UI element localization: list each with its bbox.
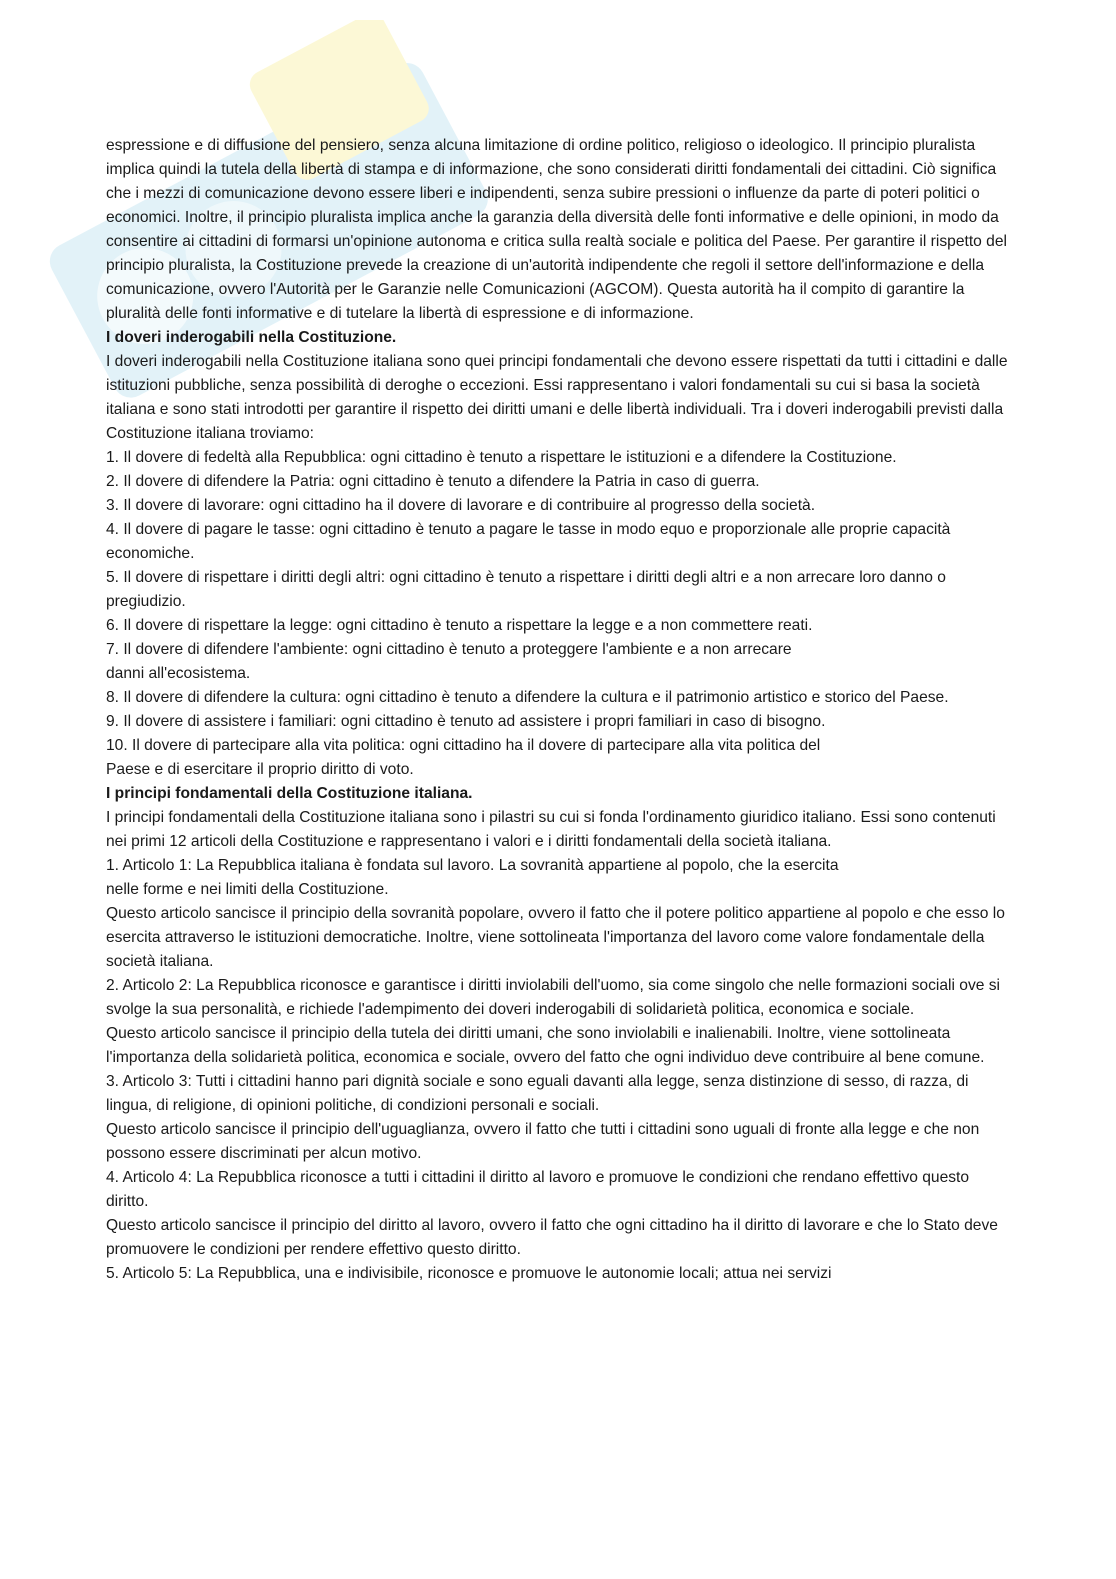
article-comment: Questo articolo sancisce il principio della tutela dei diritti umani, che sono inviolabili e inalienabili. Inoltre, viene sottolineata l'importanza della solidarietà politica, economica e sociale, ovvero del fatto che ogni individuo deve contribuire al bene comune. bbox=[106, 1025, 985, 1066]
article-item: 2. Articolo 2: La Repubblica riconosce e garantisce i diritti inviolabili dell'uomo, sia come singolo che nelle formazioni sociali ove si svolge la sua personalità, e richiede l'adempimento dei doveri inderogabili di solidarietà politica, economica e sociale. bbox=[106, 977, 1001, 1018]
list-item: 2. Il dovere di difendere la Patria: ogni cittadino è tenuto a difendere la Patria in caso di guerra. bbox=[106, 473, 760, 490]
article-comment: Questo articolo sancisce il principio dell'uguaglianza, ovvero il fatto che tutti i cittadini sono uguali di fronte alla legge e che non possono essere discriminati per alcun motivo. bbox=[106, 1121, 980, 1162]
article-comment: Questo articolo sancisce il principio della sovranità popolare, ovvero il fatto che il potere politico appartiene al popolo e che esso lo esercita attraverso le istituzioni democratiche. Inoltre, viene sottolineata l'importanza del lavoro come valore fondamentale della società italiana. bbox=[106, 905, 1005, 970]
list-item: 6. Il dovere di rispettare la legge: ogni cittadino è tenuto a rispettare la legge e a non commettere reati. bbox=[106, 617, 813, 634]
article-item: 5. Articolo 5: La Repubblica, una e indivisibile, riconosce e promuove le autonomie locali; attua nei servizi bbox=[106, 1265, 832, 1282]
heading-principi: I principi fondamentali della Costituzione italiana. bbox=[106, 785, 473, 802]
list-item: 1. Il dovere di fedeltà alla Repubblica: ogni cittadino è tenuto a rispettare le istituzioni e a difendere la Costituzione. bbox=[106, 449, 897, 466]
heading-doveri: I doveri inderogabili nella Costituzione. bbox=[106, 329, 397, 346]
paragraph-principi-intro: I principi fondamentali della Costituzione italiana sono i pilastri su cui si fonda l'ordinamento giuridico italiano. Essi sono contenuti nei primi 12 articoli della Costituzione e rappresentano i valori e i diritti fondamentali della società italiana. bbox=[106, 809, 996, 850]
document-body bbox=[106, 134, 1011, 1286]
list-item: 4. Il dovere di pagare le tasse: ogni cittadino è tenuto a pagare le tasse in modo equo e proporzionale alle proprie capacità economiche. bbox=[106, 521, 951, 562]
list-item: 10. Il dovere di partecipare alla vita politica: ogni cittadino ha il dovere di partecipare alla vita politica del Paese e di esercitare il proprio diritto di voto. bbox=[106, 737, 821, 778]
list-item: 9. Il dovere di assistere i familiari: ogni cittadino è tenuto ad assistere i propri familiari in caso di bisogno. bbox=[106, 713, 826, 730]
article-item: 1. Articolo 1: La Repubblica italiana è fondata sul lavoro. La sovranità appartiene al popolo, che la esercita nelle forme e nei limiti della Costituzione. bbox=[106, 857, 839, 898]
paragraph-doveri-intro: I doveri inderogabili nella Costituzione italiana sono quei principi fondamentali che devono essere rispettati da tutti i cittadini e dalle istituzioni pubbliche, senza possibilità di deroghe o eccezioni. Essi rappresentano i valori fondamentali su cui si basa la società italiana e sono stati introdotti per garantire il rispetto dei diritti umani e delle libertà individuali. Tra i doveri inderogabili previsti dalla Costituzione italiana troviamo: bbox=[106, 353, 1008, 442]
article-comment: Questo articolo sancisce il principio del diritto al lavoro, ovvero il fatto che ogni cittadino ha il diritto di lavorare e che lo Stato deve promuovere le condizioni per rendere effettivo questo diritto. bbox=[106, 1217, 998, 1258]
article-item: 4. Articolo 4: La Repubblica riconosce a tutti i cittadini il diritto al lavoro e promuove le condizioni che rendano effettivo questo diritto. bbox=[106, 1169, 970, 1210]
list-item: 8. Il dovere di difendere la cultura: ogni cittadino è tenuto a difendere la cultura e il patrimonio artistico e storico del Paese. bbox=[106, 689, 949, 706]
article-item: 3. Articolo 3: Tutti i cittadini hanno pari dignità sociale e sono eguali davanti alla legge, senza distinzione di sesso, di razza, di lingua, di religione, di opinioni politiche, di condizioni personali e sociali. bbox=[106, 1073, 969, 1114]
list-item: 3. Il dovere di lavorare: ogni cittadino ha il dovere di lavorare e di contribuire al progresso della società. bbox=[106, 497, 816, 514]
list-item: 5. Il dovere di rispettare i diritti degli altri: ogni cittadino è tenuto a rispettare i diritti degli altri e a non arrecare loro danno o pregiudizio. bbox=[106, 569, 946, 610]
paragraph-pluralism: espressione e di diffusione del pensiero, senza alcuna limitazione di ordine politico, religioso o ideologico. Il principio pluralista implica quindi la tutela della libertà di stampa e di informazione, che sono considerati diritti fondamentali dei cittadini. Ciò significa che i mezzi di comunicazione devono essere liberi e indipendenti, senza subire pressioni o influenze da parte di poteri politici o economici. Inoltre, il principio pluralista implica anche la garanzia della diversità delle fonti informative e delle opinioni, in modo da consentire ai cittadini di formarsi un'opinione autonoma e critica sulla realtà sociale e politica del Paese. Per garantire il rispetto del principio pluralista, la Costituzione prevede la creazione di un'autorità indipendente che regoli il settore dell'informazione e della comunicazione, ovvero l'Autorità per le Garanzie nelle Comunicazioni (AGCOM). Questa autorità ha il compito di garantire la pluralità delle fonti informative e di tutelare la libertà di espressione e di informazione. bbox=[106, 137, 1007, 322]
list-item: 7. Il dovere di difendere l'ambiente: ogni cittadino è tenuto a proteggere l'ambiente e a non arrecare danni all'ecosistema. bbox=[106, 641, 792, 682]
